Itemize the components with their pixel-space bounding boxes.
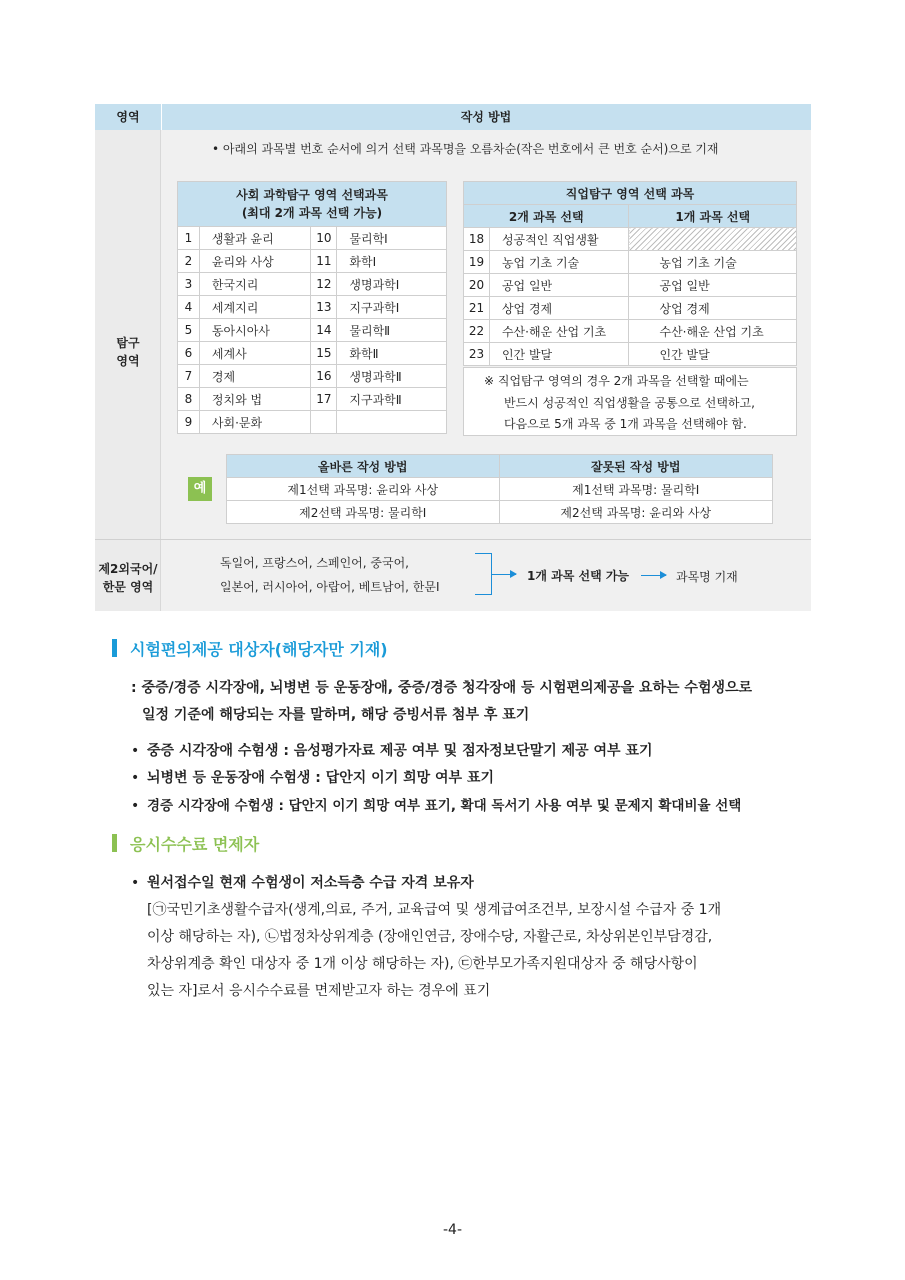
table-row: 6 세계사 15 화학Ⅱ [178, 342, 447, 365]
header-area: 영역 [116, 110, 140, 124]
section-marker-icon [112, 639, 117, 657]
table-row: 1 생활과 윤리 10 물리학Ⅰ [178, 227, 447, 250]
list-item: • 원서접수일 현재 수험생이 저소득층 수급 자격 보유자 [131, 875, 474, 891]
table-row: 9 사회·문화 [178, 411, 447, 434]
correct-method-header: 올바른 작성 방법 [227, 455, 500, 478]
table-row: 7 경제 16 생명과학Ⅱ [178, 365, 447, 388]
bracket-icon [475, 553, 492, 595]
table-row: 3 한국지리 12 생명과학Ⅰ [178, 273, 447, 296]
section-title-fee-exemption: 응시수수료 면제자 [130, 835, 260, 854]
language-result-write: 과목명 기재 [676, 570, 738, 584]
language-list-line2: 일본어, 러시아어, 아랍어, 베트남어, 한문Ⅰ [220, 580, 440, 594]
table-row: 19 농업 기초 기술 농업 기초 기술 [464, 251, 797, 274]
table-row: 4 세계지리 13 지구과학Ⅰ [178, 296, 447, 319]
intro-text: • 아래의 과목별 번호 순서에 의거 선택 과목명을 오름차순(작은 번호에서 큰 번호 순서)으로 기재 [212, 142, 719, 156]
vocational-table-header: 직업탐구 영역 선택 과목 [464, 182, 797, 205]
table-row: 20 공업 일반 공업 일반 [464, 274, 797, 297]
list-item: • 뇌병변 등 운동장애 수험생 : 답안지 이기 희망 여부 표기 [131, 770, 494, 786]
table-row: 제1선택 과목명: 윤리와 사상 제1선택 과목명: 물리학Ⅰ [227, 478, 773, 501]
vocational-table [463, 181, 797, 366]
hatched-cell [629, 228, 797, 251]
section-title-accommodation: 시험편의제공 대상자(해당자만 기재) [130, 640, 388, 659]
two-subject-header: 2개 과목 선택 [464, 205, 629, 228]
example-table [226, 454, 773, 524]
table-row: 23 인간 발달 인간 발달 [464, 343, 797, 366]
area-explore-label: 탐구 영역 [116, 336, 140, 368]
list-item: • 중증 시각장애 수험생 : 음성평가자료 제공 여부 및 점자정보단말기 제공 여부 표기 [131, 743, 653, 759]
list-item: • 경증 시각장애 수험생 : 답안지 이기 희망 여부 표기, 확대 독서기 사용 여부 및 문제지 확대비율 선택 [131, 798, 742, 814]
example-badge: 예 [188, 477, 212, 501]
table-row: 2 윤리와 사상 11 화학Ⅰ [178, 250, 447, 273]
table-row: 8 정치와 법 17 지구과학Ⅱ [178, 388, 447, 411]
table-row: 5 동아시아사 14 물리학Ⅱ [178, 319, 447, 342]
header-method: 작성 방법 [460, 110, 512, 124]
table-header [95, 104, 811, 130]
arrow-right-icon [492, 574, 516, 575]
one-subject-header: 1개 과목 선택 [629, 205, 797, 228]
page-number: -4- [442, 1222, 462, 1238]
language-list-line1: 독일어, 프랑스어, 스페인어, 중국어, [220, 556, 409, 570]
table-row: 제2선택 과목명: 물리학Ⅰ 제2선택 과목명: 윤리와 사상 [227, 501, 773, 524]
arrow-right-icon [641, 575, 666, 576]
table-row: 22 수산·해운 산업 기초 수산·해운 산업 기초 [464, 320, 797, 343]
wrong-method-header: 잘못된 작성 방법 [499, 455, 773, 478]
language-result-select: 1개 과목 선택 가능 [527, 569, 630, 583]
vocational-note: ※ 직업탐구 영역의 경우 2개 과목을 선택할 때에는 반드시 성공적인 직업생활을 공통으로 선택하고, 다음으로 5개 과목 중 1개 과목을 선택해야 함. [463, 367, 797, 436]
area-language-label: 제2외국어/ 한문 영역 [98, 562, 158, 594]
table-row: 21 상업 경제 상업 경제 [464, 297, 797, 320]
social-table-header: 사회 과학탐구 영역 선택과목 (최대 2개 과목 선택 가능) [178, 182, 447, 227]
section-marker-icon [112, 834, 117, 852]
table-row: 18 성공적인 직업생활 [464, 228, 797, 251]
social-science-table [177, 181, 447, 434]
